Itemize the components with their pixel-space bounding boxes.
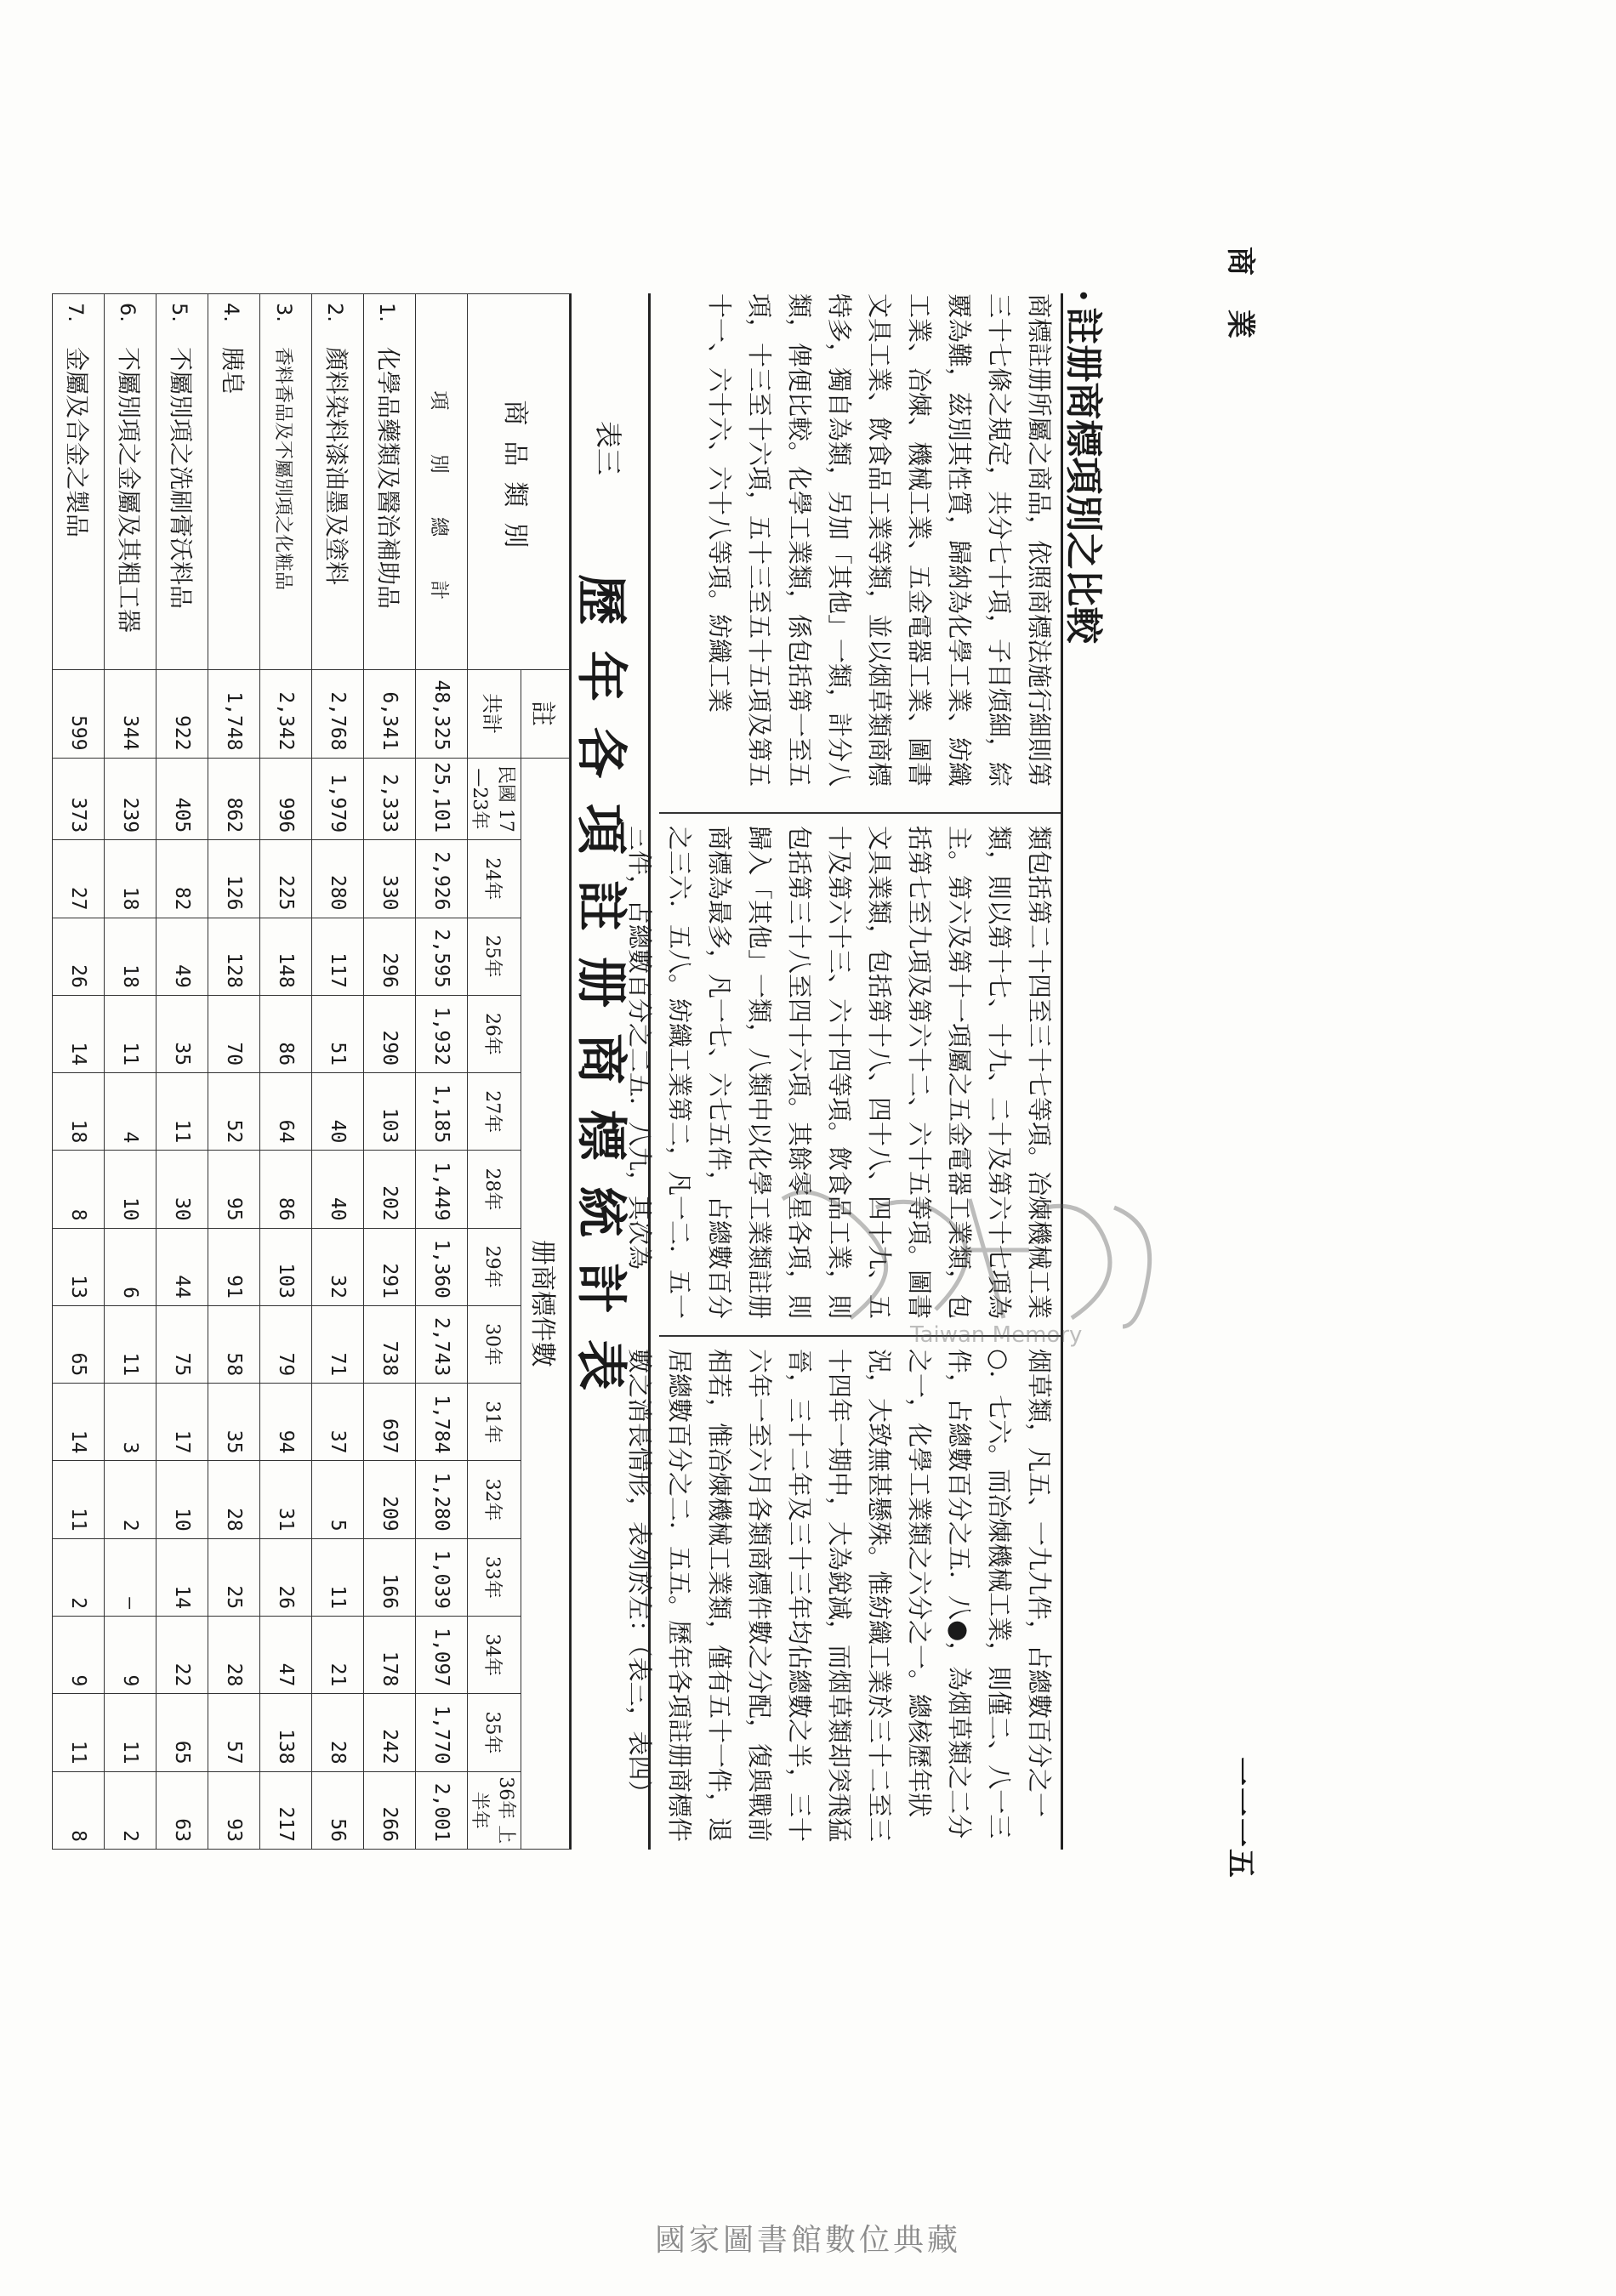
year-value-cell: 64 bbox=[260, 1073, 312, 1151]
year-value-cell: 209 bbox=[364, 1461, 416, 1538]
category-name: 不屬別項之洗刷膏沃料品 bbox=[167, 347, 195, 610]
year-value-cell: 1,932 bbox=[416, 995, 468, 1072]
table-row bbox=[416, 294, 468, 1850]
year-value-cell: 242 bbox=[364, 1694, 416, 1771]
section-bullet: · bbox=[1061, 289, 1105, 303]
year-value-cell: 1,784 bbox=[416, 1384, 468, 1461]
year-column-header: 32年 bbox=[468, 1461, 521, 1538]
category-name: 顏料染料漆油墨及塗料 bbox=[322, 347, 350, 586]
section-title bbox=[1060, 289, 1114, 644]
year-value-cell: 166 bbox=[364, 1538, 416, 1616]
year-value-cell: 94 bbox=[260, 1384, 312, 1461]
year-value-cell: 14 bbox=[156, 1538, 208, 1616]
year-value-cell: 138 bbox=[260, 1694, 312, 1771]
paragraph-3: 烟草類，凡五、一九九件，占總數百分之一○．七六。而冶煉機械工業，則僅二、八一三件，占總數百分之五．八●，為烟草類之二分之一，化學工業類之六分之一。總核歷年狀況，大致無甚懸殊。惟紡織工業於三十二至三十四年一期中，大為銳減，而烟草類却突飛猛晉，三十二年及三十三年均佔總數之半，三十六年一至六月各類商標件數之分配，復與戰前相若，惟冶煉機械工業類，僅有五十一件，退居總數百分之二．五五。歷年各項註册商標件數之消長情形，表列於左：（表三，表四） bbox=[659, 1335, 1061, 1859]
table-row bbox=[53, 294, 105, 1850]
total-cell: 1,748 bbox=[208, 669, 260, 758]
year-value-cell: 373 bbox=[53, 758, 105, 840]
year-value-cell: 1,039 bbox=[416, 1538, 468, 1616]
year-value-cell: 2,926 bbox=[416, 840, 468, 918]
footer-watermark: 國家圖書館數位典藏 bbox=[654, 2223, 961, 2258]
year-column-header: 24年 bbox=[468, 840, 521, 918]
year-value-cell: 266 bbox=[364, 1771, 416, 1849]
total-cell: 48,325 bbox=[416, 669, 468, 758]
year-value-cell: 1,979 bbox=[312, 758, 364, 840]
table-label: 表三 bbox=[592, 421, 624, 476]
year-value-cell: 11 bbox=[53, 1694, 105, 1771]
year-value-cell: 65 bbox=[53, 1305, 105, 1383]
group-header-total: 註 bbox=[521, 669, 570, 758]
year-value-cell: 103 bbox=[260, 1228, 312, 1305]
year-value-cell: 1,185 bbox=[416, 1073, 468, 1151]
year-value-cell: 996 bbox=[260, 758, 312, 840]
year-column-header: 31年 bbox=[468, 1384, 521, 1461]
year-column-header: 34年 bbox=[468, 1617, 521, 1694]
year-value-cell: 128 bbox=[208, 918, 260, 995]
year-value-cell: 1,449 bbox=[416, 1151, 468, 1228]
year-value-cell: 405 bbox=[156, 758, 208, 840]
year-value-cell: 1,770 bbox=[416, 1694, 468, 1771]
total-cell: 6,341 bbox=[364, 669, 416, 758]
year-value-cell: 71 bbox=[312, 1305, 364, 1383]
year-column-header: 30年 bbox=[468, 1305, 521, 1383]
table-row bbox=[260, 294, 312, 1850]
year-value-cell: 25,101 bbox=[416, 758, 468, 840]
year-value-cell: 225 bbox=[260, 840, 312, 918]
year-value-cell: 18 bbox=[53, 1073, 105, 1151]
year-value-cell: 28 bbox=[208, 1461, 260, 1538]
paragraph-2: 類包括第二十四至三十七等項。冶煉機械工業類，則以第十七、十九、二十及第六十七項為主。第六及第十一項屬之五金電器工業類，包括第七至九項及第六十二、六十五等項。圖書文具業類，包括第十八、四十八、四十九、五十及第六十三、六十四等項。飲食品工業，則包括第三十八至四十六項。其餘零星各項，則歸入「其他」一類，八類中以化學工業類註册商標為最多，凡一七、六七五件，占總數百分之三六．五八。紡織工業第二，凡一二．五一三件，占總數百分之二五．八九，其次為 bbox=[659, 812, 1061, 1327]
year-value-cell: 58 bbox=[208, 1305, 260, 1383]
table-row bbox=[208, 294, 260, 1850]
year-value-cell: 18 bbox=[105, 840, 156, 918]
year-value-cell: 738 bbox=[364, 1305, 416, 1383]
running-header bbox=[1223, 247, 1264, 1879]
category-name: 不屬別項之金屬及其粗工器 bbox=[115, 347, 143, 634]
category-name: 香料香品及不屬別項之化粧品 bbox=[272, 347, 294, 591]
year-value-cell: 2,001 bbox=[416, 1771, 468, 1849]
table-title: 歷年各項註册商標統計表 bbox=[571, 574, 630, 1416]
year-value-cell: 296 bbox=[364, 918, 416, 995]
year-value-cell: 1,360 bbox=[416, 1228, 468, 1305]
table-row bbox=[105, 294, 156, 1850]
header-section-label: 商 業 bbox=[1223, 247, 1257, 350]
year-value-cell: 75 bbox=[156, 1305, 208, 1383]
year-value-cell: 18 bbox=[105, 918, 156, 995]
category-number: 2. bbox=[323, 303, 347, 322]
year-value-cell: 6 bbox=[105, 1228, 156, 1305]
year-value-cell: 217 bbox=[260, 1771, 312, 1849]
year-value-cell: 13 bbox=[53, 1228, 105, 1305]
category-number: 5. bbox=[168, 303, 191, 322]
total-column-header: 共計 bbox=[468, 669, 521, 758]
category-cell bbox=[105, 294, 156, 670]
year-value-cell: 11 bbox=[312, 1538, 364, 1616]
year-value-cell: 697 bbox=[364, 1384, 416, 1461]
year-value-cell: 280 bbox=[312, 840, 364, 918]
year-column-header: 27年 bbox=[468, 1073, 521, 1151]
year-value-cell: 117 bbox=[312, 918, 364, 995]
year-value-cell: 2 bbox=[105, 1771, 156, 1849]
table-body bbox=[53, 294, 468, 1850]
year-value-cell: 14 bbox=[53, 995, 105, 1072]
year-value-cell: 103 bbox=[364, 1073, 416, 1151]
year-value-cell: 63 bbox=[156, 1771, 208, 1849]
table-header-group-row bbox=[521, 294, 570, 1850]
paragraph-1: 商標註册所屬之商品，依照商標法施行細則第三十七條之規定，共分七十項，子目煩細，綜覈為難，茲別其性質，歸納為化學工業、紡織工業、冶煉、機械工業、五金電器工業、圖書文具工業、飲食品工業等類，並以烟草類商標特多，獨自為類，另加「其他」一類，計分八類，俾便比較。化學工業類，係包括第一至五項，十三至十六項，五十三至五十五項及第五十一、六十六、六十八等項。紡織工業 bbox=[705, 293, 1054, 787]
year-column-header: 28年 bbox=[468, 1151, 521, 1228]
year-value-cell: — bbox=[105, 1538, 156, 1616]
year-value-cell: 32 bbox=[312, 1228, 364, 1305]
year-column-header: 29年 bbox=[468, 1228, 521, 1305]
year-value-cell: 44 bbox=[156, 1228, 208, 1305]
year-value-cell: 86 bbox=[260, 1151, 312, 1228]
total-cell: 2,768 bbox=[312, 669, 364, 758]
year-value-cell: 25 bbox=[208, 1538, 260, 1616]
total-cell: 344 bbox=[105, 669, 156, 758]
category-name: 化學品藥類及醫治補助品 bbox=[374, 347, 402, 610]
year-value-cell: 52 bbox=[208, 1073, 260, 1151]
year-value-cell: 11 bbox=[105, 1694, 156, 1771]
category-cell bbox=[208, 294, 260, 670]
year-value-cell: 1,097 bbox=[416, 1617, 468, 1694]
year-value-cell: 10 bbox=[105, 1151, 156, 1228]
year-value-cell: 148 bbox=[260, 918, 312, 995]
year-value-cell: 70 bbox=[208, 995, 260, 1072]
year-value-cell: 22 bbox=[156, 1617, 208, 1694]
watermark-latin: Taiwan Memory bbox=[910, 1322, 1083, 1348]
year-value-cell: 95 bbox=[208, 1151, 260, 1228]
year-value-cell: 2 bbox=[105, 1461, 156, 1538]
year-value-cell: 3 bbox=[105, 1384, 156, 1461]
category-number: 3. bbox=[272, 303, 297, 322]
table-heading bbox=[570, 293, 651, 1850]
year-value-cell: 11 bbox=[156, 1073, 208, 1151]
year-column-header: 25年 bbox=[468, 918, 521, 995]
year-value-cell: 8 bbox=[53, 1771, 105, 1849]
year-value-cell: 11 bbox=[53, 1461, 105, 1538]
category-name: 項 別 總 計 bbox=[428, 390, 451, 619]
year-value-cell: 2,333 bbox=[364, 758, 416, 840]
category-number: 6. bbox=[116, 303, 139, 322]
category-cell bbox=[156, 294, 208, 670]
year-value-cell: 82 bbox=[156, 840, 208, 918]
category-number: 1. bbox=[375, 303, 399, 322]
category-name: 胰皂 bbox=[219, 347, 247, 395]
year-value-cell: 35 bbox=[156, 995, 208, 1072]
year-value-cell: 4 bbox=[105, 1073, 156, 1151]
category-cell bbox=[53, 294, 105, 670]
year-value-cell: 26 bbox=[260, 1538, 312, 1616]
year-value-cell: 65 bbox=[156, 1694, 208, 1771]
year-value-cell: 202 bbox=[364, 1151, 416, 1228]
year-value-cell: 47 bbox=[260, 1617, 312, 1694]
category-header-label: 商品類別 bbox=[500, 400, 531, 564]
year-value-cell: 40 bbox=[312, 1151, 364, 1228]
year-value-cell: 79 bbox=[260, 1305, 312, 1383]
year-value-cell: 8 bbox=[53, 1151, 105, 1228]
year-value-cell: 51 bbox=[312, 995, 364, 1072]
year-value-cell: 27 bbox=[53, 840, 105, 918]
year-value-cell: 126 bbox=[208, 840, 260, 918]
rotated-page bbox=[0, 213, 1276, 1913]
year-value-cell: 56 bbox=[312, 1771, 364, 1849]
category-header bbox=[468, 294, 570, 670]
year-value-cell: 93 bbox=[208, 1771, 260, 1849]
year-column-header: 民國 17—23年 bbox=[468, 758, 521, 840]
category-cell bbox=[260, 294, 312, 670]
statistics-table bbox=[52, 293, 570, 1850]
year-value-cell: 35 bbox=[208, 1384, 260, 1461]
year-value-cell: 5 bbox=[312, 1461, 364, 1538]
year-value-cell: 57 bbox=[208, 1694, 260, 1771]
category-cell bbox=[312, 294, 364, 670]
year-value-cell: 1,280 bbox=[416, 1461, 468, 1538]
table-row bbox=[156, 294, 208, 1850]
year-value-cell: 86 bbox=[260, 995, 312, 1072]
year-value-cell: 91 bbox=[208, 1228, 260, 1305]
table-row bbox=[312, 294, 364, 1850]
category-cell bbox=[364, 294, 416, 670]
year-value-cell: 862 bbox=[208, 758, 260, 840]
year-value-cell: 11 bbox=[105, 995, 156, 1072]
year-value-cell: 11 bbox=[105, 1305, 156, 1383]
section-title-text: 註册商標項別之比較 bbox=[1061, 307, 1105, 645]
year-column-header: 36年 上半年 bbox=[468, 1771, 521, 1849]
table-row bbox=[364, 294, 416, 1850]
year-value-cell: 2,743 bbox=[416, 1305, 468, 1383]
year-column-header: 35年 bbox=[468, 1694, 521, 1771]
year-value-cell: 9 bbox=[53, 1617, 105, 1694]
total-cell: 2,342 bbox=[260, 669, 312, 758]
year-column-header: 33年 bbox=[468, 1538, 521, 1616]
year-value-cell: 30 bbox=[156, 1151, 208, 1228]
body-text bbox=[625, 293, 1063, 1850]
year-value-cell: 17 bbox=[156, 1384, 208, 1461]
category-name: 金屬及合金之製品 bbox=[63, 347, 91, 538]
year-value-cell: 28 bbox=[312, 1694, 364, 1771]
group-header-years: 册商標件數 bbox=[521, 758, 570, 1849]
total-cell: 599 bbox=[53, 669, 105, 758]
year-value-cell: 290 bbox=[364, 995, 416, 1072]
year-value-cell: 26 bbox=[53, 918, 105, 995]
category-cell bbox=[416, 294, 468, 670]
year-value-cell: 330 bbox=[364, 840, 416, 918]
year-value-cell: 2 bbox=[53, 1538, 105, 1616]
total-cell: 922 bbox=[156, 669, 208, 758]
year-value-cell: 14 bbox=[53, 1384, 105, 1461]
year-value-cell: 28 bbox=[208, 1617, 260, 1694]
year-column-header: 26年 bbox=[468, 995, 521, 1072]
year-value-cell: 40 bbox=[312, 1073, 364, 1151]
year-value-cell: 37 bbox=[312, 1384, 364, 1461]
category-number: 4. bbox=[219, 303, 243, 322]
category-number: 7. bbox=[64, 303, 88, 322]
year-value-cell: 10 bbox=[156, 1461, 208, 1538]
year-value-cell: 291 bbox=[364, 1228, 416, 1305]
year-value-cell: 31 bbox=[260, 1461, 312, 1538]
year-value-cell: 178 bbox=[364, 1617, 416, 1694]
year-value-cell: 2,595 bbox=[416, 918, 468, 995]
year-value-cell: 239 bbox=[105, 758, 156, 840]
page-number: 一一一五 bbox=[1223, 1757, 1257, 1879]
year-value-cell: 21 bbox=[312, 1617, 364, 1694]
year-value-cell: 49 bbox=[156, 918, 208, 995]
year-value-cell: 9 bbox=[105, 1617, 156, 1694]
